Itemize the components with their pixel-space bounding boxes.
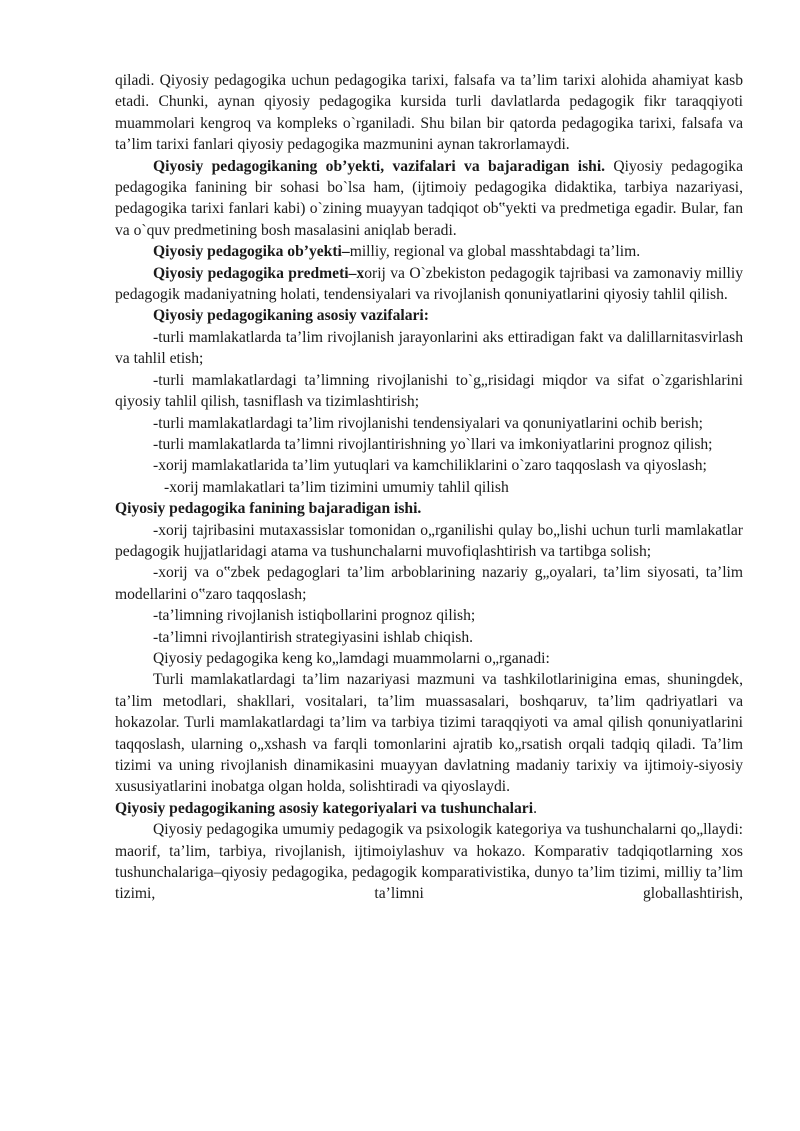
work-heading: Qiyosiy pedagogika fanining bajaradigan ishi. — [115, 500, 422, 518]
paragraph-intro: qiladi. Qiyosiy pedagogika uchun pedagogika tarixi, falsafa va ta’lim tarixi alohida ahamiyat kasb etadi. Chunki, aynan qiyosiy pedagogika kursida turli davlatlarda pedagogik fikr taraqqiyoti muammolari kengroq va kompleks o`rganiladi. Shu bilan bir qatorda pedagogika tarixi, falsafa va ta’lim tarixi fanlari qiyosiy pedagogika mazmunini aynan takrorlamaydi. — [115, 72, 743, 154]
paragraph-problems-intro: Qiyosiy pedagogika keng ko„lamdagi muammolarni o„rganadi: — [153, 649, 550, 667]
paragraph-object — [115, 156, 743, 242]
definition-subject-text: orij va O`zbekiston pedagogik tajribasi va zamonaviy milliy pedagogik madaniyatning holati, tendensiyalari va rivojlanish qonuniyatlarini qiyosiy tahlil qilish. — [115, 264, 743, 304]
categories-heading: Qiyosiy pedagogikaning asosiy kategoriyalari va tushunchalari — [115, 799, 534, 817]
definition-object-text: milliy, regional va global masshtabdagi ta’lim. — [349, 243, 641, 261]
paragraph-object-text: Qiyosiy pedagogika pedagogika fanining bir sohasi bo`lsa ham, (ijtimoiy pedagogika didaktika, tarbiya nazariyasi, pedagogika tarixi fanlari kabi) o`zining muayyan tadqiqot ob‟yekti va predmetiga egadir. Bular, fan va o`quv predmetining bosh masalasini aniqlab beradi. — [115, 157, 744, 239]
paragraph-categories: Qiyosiy pedagogika umumiy pedagogik va psixologik kategoriya va tushunchalarni qo„llaydi: maorif, ta’lim, tarbiya, rivojlanish, ijtimoiylashuv va hokazo. Komparativ tadqiqotlarning xos tushunchalariga–qiyosiy pedagogika, pedagogik komparativistika, dunyo ta’lim tizimi, milliy ta’lim tizimi, ta’limni globallashtirish, — [115, 821, 743, 903]
work-item: -ta’limning rivojlanish istiqbollarini prognoz qilish; — [153, 607, 476, 625]
definition-object-term: Qiyosiy pedagogika ob’yekti– — [153, 243, 350, 261]
definition-subject-term: Qiyosiy pedagogika predmeti–x — [153, 264, 365, 282]
work-item: -xorij va o‟zbek pedagoglari ta’lim arboblarining nazariy g„oyalari, ta’lim siyosati, ta’lim modellarini o‟zaro taqqoslash; — [115, 564, 743, 603]
task-item: -xorij mamlakatlarida ta’lim yutuqlari va kamchiliklarini o`zaro taqqoslash va qiyoslash; — [153, 457, 707, 475]
paragraph-problems: Turli mamlakatlardagi ta’lim nazariyasi mazmuni va tashkilotlarinigina emas, shuningdek, ta’lim metodlari, shakllari, vositalari, ta’lim muassasalari, boshqaruv, ta’lim qadriyatlari va hokazolar. Turli mamlakatlardagi ta’lim va tarbiya tizimi taraqqiyoti va amal qilish qonuniyatlarini taqqoslash, ularning o„xshash va farqli tomonlarini ajratib ko„rsatish orqali tadqiq qiladi. Ta’lim tizimi va uning rivojlanish dinamikasini muayyan davlatning madaniy tarixiy va ijtimoiy-siyosiy xususiyatlarini inobatga olgan holda, solishtiradi va qiyoslaydi. — [115, 671, 743, 796]
tasks-heading: Qiyosiy pedagogikaning asosiy vazifalari: — [153, 307, 429, 325]
task-item: -turli mamlakatlardagi ta’limning rivojlanishi to`g„risidagi miqdor va sifat o`zgarishlarini qiyosiy tahlil qilish, tasniflash va tizimlashtirish; — [115, 371, 743, 411]
categories-heading-line — [115, 798, 743, 819]
task-item: -turli mamlakatlarda ta’lim rivojlanish jarayonlarini aks ettiradigan fakt va dalillarnitasvirlash va tahlil etish; — [115, 328, 743, 368]
task-item: -xorij mamlakatlari ta’lim tizimini umumiy tahlil qilish — [164, 478, 509, 496]
task-item: -turli mamlakatlardagi ta’lim rivojlanishi tendensiyalari va qonuniyatlarini ochib berish; — [153, 414, 703, 432]
work-item: -ta’limni rivojlantirish strategiyasini ishlab chiqish. — [153, 628, 474, 646]
definition-subject — [115, 263, 743, 306]
section-heading-object-tasks: Qiyosiy pedagogikaning ob’yekti, vazifalari va bajaradigan ishi. — [153, 157, 606, 175]
definition-object — [115, 241, 743, 262]
categories-heading-end: . — [533, 799, 537, 817]
task-item: -turli mamlakatlarda ta’limni rivojlantirishning yo`llari va imkoniyatlarini prognoz qilish; — [153, 435, 713, 453]
work-item: -xorij tajribasini mutaxassislar tomonidan o„rganilishi qulay bo„lishi uchun turli mamlakatlar pedagogik hujjatlaridagi atama va tushunchalarni muvofiqlashtirish va tartibga solish; — [115, 521, 743, 560]
